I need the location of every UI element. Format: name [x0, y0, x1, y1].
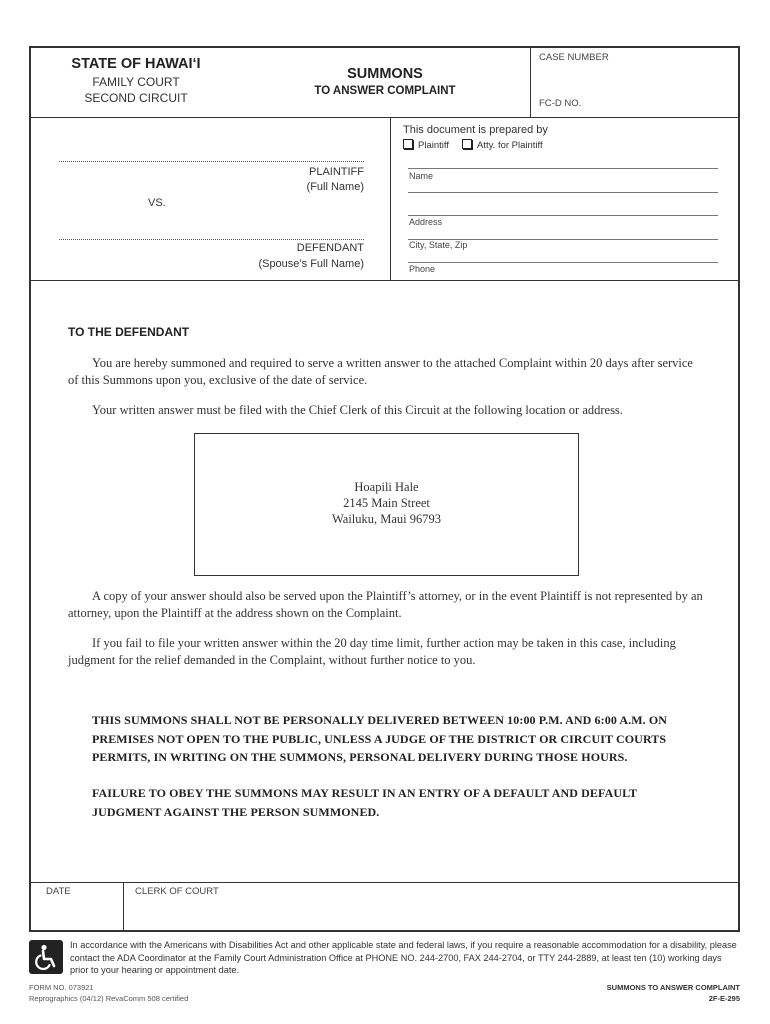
- reprographics-note: Reprographics (04/12) RevaComm 508 certified: [29, 994, 189, 1003]
- address-line-2: 2145 Main Street: [343, 496, 430, 510]
- footer-doc-title: SUMMONS TO ANSWER COMPLAINT: [606, 983, 740, 992]
- body-heading: TO THE DEFENDANT: [68, 325, 190, 339]
- paragraph-2: Your written answer must be filed with the Chief Clerk of this Circuit at the following location or address.: [92, 403, 623, 417]
- circuit-name: SECOND CIRCUIT: [84, 91, 188, 105]
- form-number: FORM NO. 073921: [29, 983, 94, 992]
- default-warning: FAILURE TO OBEY THE SUMMONS MAY RESULT IN AN ENTRY OF A DEFAULT AND DEFAULT JUDGMENT AGAINST THE PERSON SUMMONED.: [92, 786, 637, 819]
- parties-divider: [390, 117, 391, 280]
- plaintiff-option-label: Plaintiff: [418, 140, 449, 151]
- plaintiff-checkbox[interactable]: [403, 139, 413, 149]
- ada-notice: In accordance with the Americans with Disabilities Act and other applicable state and federal laws, if you require a reasonable accommodation for a disability, please contact the ADA Coordinator at the Family Court Administration Office at PHONE NO. 244-2700, FAX 244-2704, or TTY 244-2889, at least ten (10) working days prior to your hearing or appointment date.: [70, 940, 737, 975]
- preparer-line-5: [408, 262, 718, 263]
- attorney-option-label: Atty. for Plaintiff: [477, 140, 543, 151]
- city-label: City, State, Zip: [409, 240, 468, 250]
- case-number-divider: [530, 47, 531, 117]
- paragraph-1: You are hereby summoned and required to serve a written answer to the attached Complaint within 20 days after service of this Summons upon you, exclusive of the date of service.: [68, 356, 693, 387]
- header-divider: [30, 117, 739, 118]
- paragraph-3: A copy of your answer should also be served upon the Plaintiff’s attorney, or in the event Plaintiff is not represented by an attorney, upon the Plaintiff at the address shown on the Complaint.: [68, 589, 703, 620]
- footer-doc-code: 2F-E-295: [708, 994, 740, 1003]
- accessibility-icon: [29, 940, 63, 974]
- case-number-field[interactable]: [585, 95, 735, 111]
- case-prefix: FC-D NO.: [539, 98, 582, 109]
- preparer-line-2: [408, 192, 718, 193]
- address-line-3: Wailuku, Maui 96793: [331, 512, 442, 526]
- defendant-line: [59, 239, 364, 240]
- preparer-line-3: [408, 215, 718, 216]
- name-label: Name: [409, 171, 434, 181]
- court-name: FAMILY COURT: [92, 75, 180, 89]
- phone-label: Phone: [409, 264, 436, 274]
- defendant-label: DEFENDANT: [296, 242, 364, 254]
- case-number-label: CASE NUMBER: [539, 52, 609, 63]
- attorney-checkbox[interactable]: [462, 139, 472, 149]
- delivery-warning: THIS SUMMONS SHALL NOT BE PERSONALLY DELIVERED BETWEEN 10:00 P.M. AND 6:00 A.M. ON PREMISES NOT OPEN TO THE PUBLIC, UNLESS A JUDGE OF THE DISTRICT OR CIRCUIT COURTS PERMITS, IN WRITING ON THE SUMMONS, PERSONAL DELIVERY DURING THOSE HOURS.: [92, 713, 668, 764]
- plaintiff-label: PLAINTIFF: [308, 166, 364, 178]
- clerk-label: CLERK OF COURT: [135, 886, 219, 897]
- city-field[interactable]: [408, 226, 718, 238]
- plaintiff-line: [59, 161, 364, 162]
- date-label: DATE: [46, 886, 71, 897]
- paragraph-4: If you fail to file your written answer within the 20 day time limit, further action may be taken in this case, including judgment for the relief demanded in the Complaint, without further notice to you.: [68, 636, 676, 667]
- versus-label: VS.: [148, 197, 166, 209]
- document-subtitle: TO ANSWER COMPLAINT: [314, 85, 456, 97]
- phone-field[interactable]: [408, 250, 718, 261]
- preparer-heading: This document is prepared by: [403, 124, 548, 136]
- state-title: STATE OF HAWAI‘I: [71, 56, 201, 72]
- preparer-line-1: [408, 168, 718, 169]
- name-field[interactable]: [408, 150, 718, 167]
- document-title: SUMMONS: [347, 66, 423, 82]
- signature-divider: [30, 882, 739, 883]
- address-label: Address: [409, 217, 443, 227]
- address-field[interactable]: [408, 196, 718, 214]
- date-field[interactable]: [32, 898, 121, 928]
- defendant-field[interactable]: [59, 218, 364, 238]
- plaintiff-field[interactable]: [59, 140, 364, 160]
- defendant-sub: (Spouse’s Full Name): [258, 258, 364, 270]
- clerk-signature-field[interactable]: [125, 898, 737, 928]
- plaintiff-sub: (Full Name): [306, 181, 364, 193]
- address-line-1: Hoapili Hale: [354, 480, 419, 494]
- parties-bottom-divider: [30, 280, 739, 281]
- signature-column-divider: [123, 882, 124, 930]
